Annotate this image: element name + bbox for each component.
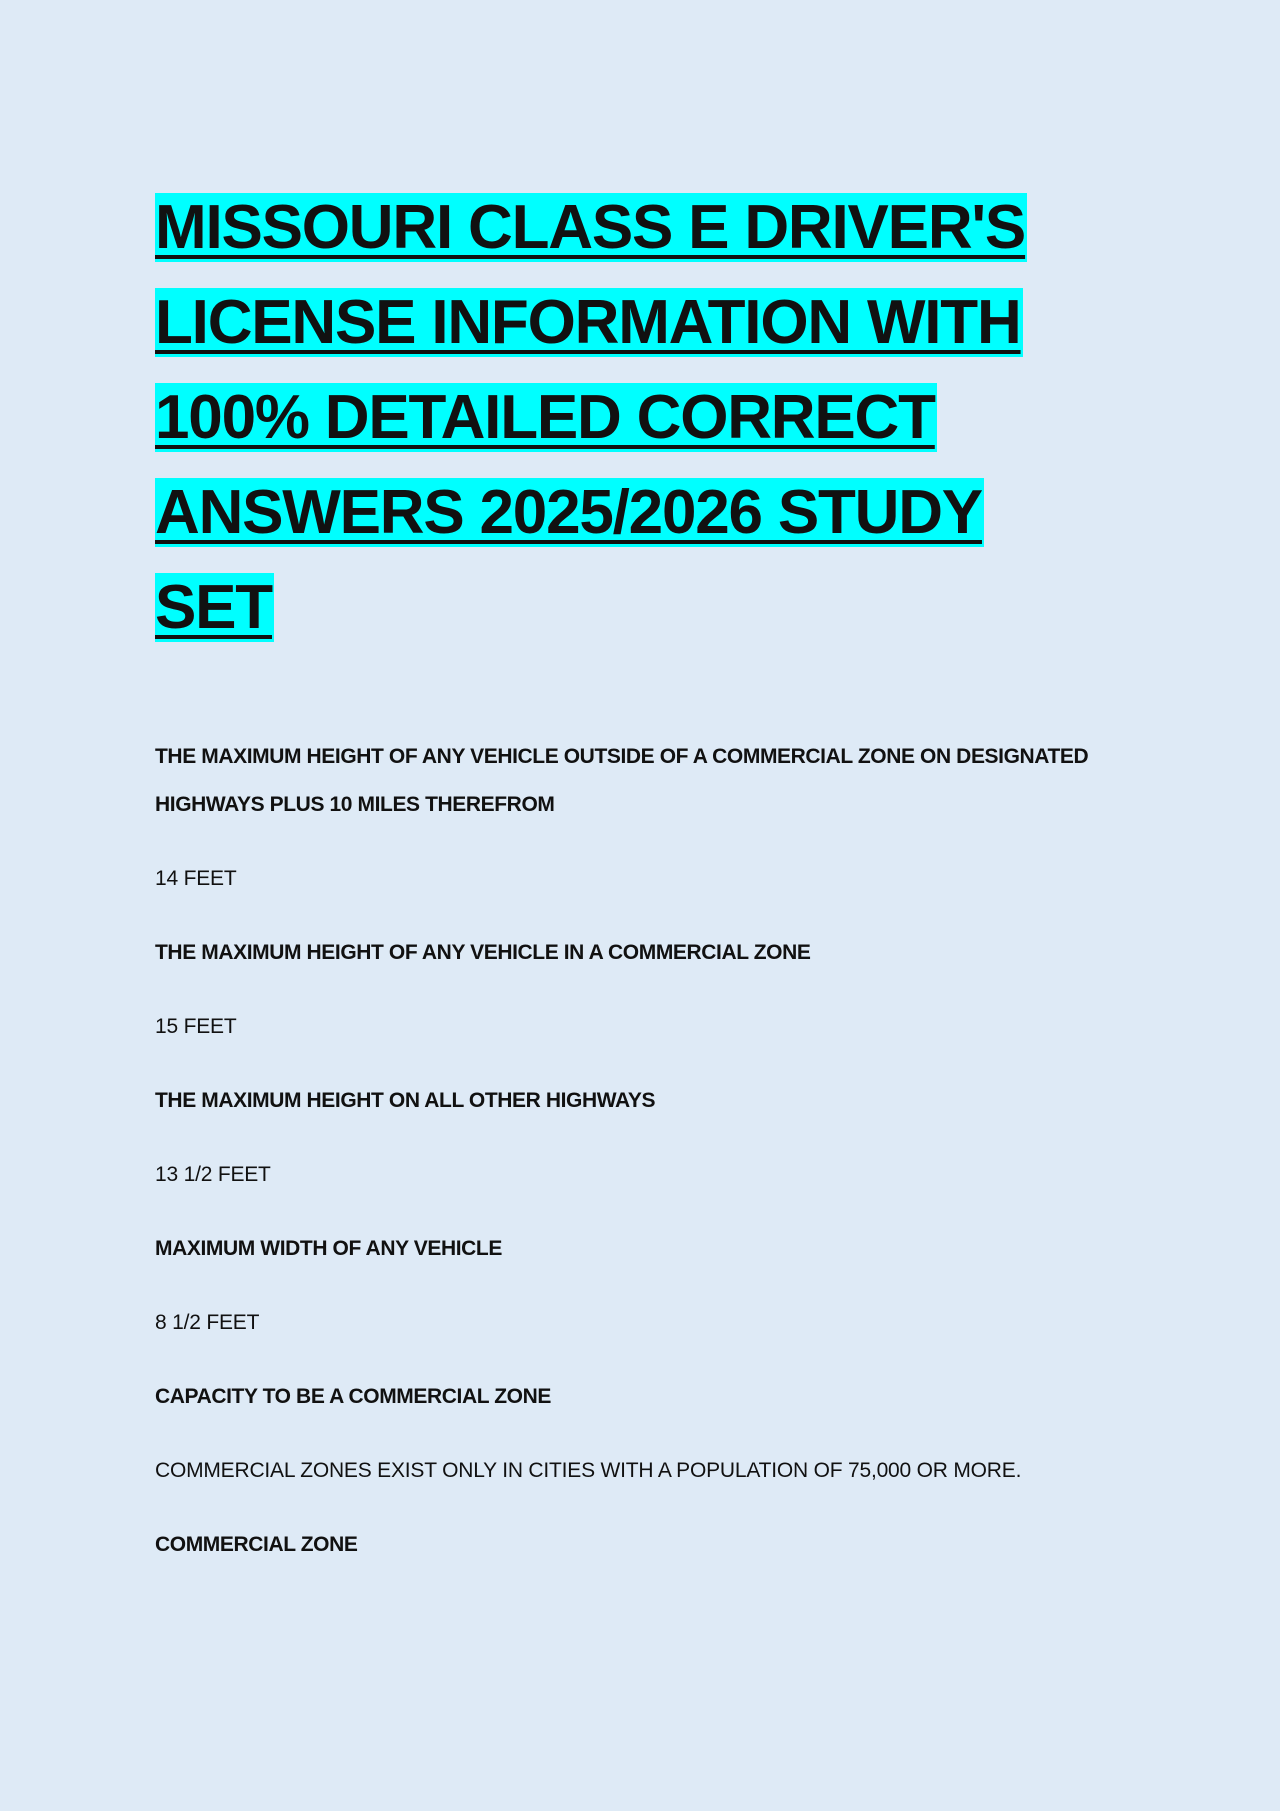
answer-2: 15 FEET	[155, 1015, 237, 1038]
answer-3: 13 1/2 FEET	[155, 1163, 271, 1186]
question-6: COMMERCIAL ZONE	[155, 1533, 358, 1556]
answer-4: 8 1/2 FEET	[155, 1311, 260, 1334]
question-5: CAPACITY TO BE A COMMERCIAL ZONE	[155, 1385, 551, 1408]
question-3: THE MAXIMUM HEIGHT ON ALL OTHER HIGHWAYS	[155, 1089, 656, 1112]
document-page	[155, 180, 1115, 1595]
question-2: THE MAXIMUM HEIGHT OF ANY VEHICLE IN A COMMERCIAL ZONE	[155, 941, 811, 964]
question-answer-list	[155, 733, 1115, 1569]
question-1: THE MAXIMUM HEIGHT OF ANY VEHICLE OUTSIDE OF A COMMERCIAL ZONE ON DESIGNATED HIGHWAYS PLUS 10 MILES THEREFROM	[155, 745, 1089, 816]
question-4: MAXIMUM WIDTH OF ANY VEHICLE	[155, 1237, 502, 1260]
document-title-text: MISSOURI CLASS E DRIVER'S LICENSE INFORMATION WITH 100% DETAILED CORRECT ANSWERS 2025/2026 STUDY SET	[155, 193, 1026, 642]
answer-1: 14 FEET	[155, 867, 237, 890]
document-title	[155, 180, 1115, 655]
answer-5: COMMERCIAL ZONES EXIST ONLY IN CITIES WITH A POPULATION OF 75,000 OR MORE.	[155, 1459, 1022, 1482]
